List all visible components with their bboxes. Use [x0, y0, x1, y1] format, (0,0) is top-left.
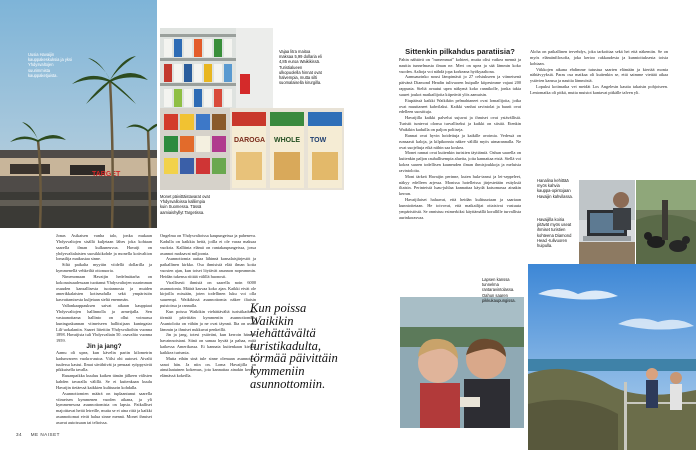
- col4-p2: Viikkojen aikana ehdimme tutustua saarten elämään ja kiertää monia nähtävyyksiä. Paras osa matkaa oli kuitenkin se, että saimme viettää aikaa ystävien kanssa ja nauttia lämmöstä.: [530, 66, 668, 84]
- col1-p7: Asunnottomien määrä on tuplaantunut saarella viimeisen kymmenen vuoden aikana, ja yli kymmenesosa asunnottomista on lapsia. Paikalliset majoittavat heitä leireille, mutta se ei aina riitä ja kaikki asunnottomat eivät halua sinne mennä. Monet ihmiset asuvat autoissaan tai teltoissa.: [56, 390, 152, 425]
- svg-text:TARGET: TARGET: [92, 171, 121, 178]
- laptop-photo: [579, 180, 635, 264]
- coast-photo-art: [528, 264, 696, 450]
- selfie-photo-art: [400, 297, 524, 428]
- svg-text:WHOLE: WHOLE: [274, 137, 301, 144]
- cereal-caption: Monet päivittäistavarat ovat Yhdysvalloissa kalliimpia kuin Suomessa. Tässä aamiaishyllyt Targetissa.: [160, 194, 210, 215]
- cereal-photo-art: [160, 108, 344, 190]
- col1-p6: Ruuanpaikka kuuluu kaiken tämän jälkeen välisten kahden tavaralla välillä. Se ei kuitenkaan kuulu Havaijin tietäessä kaikkien kulttuurin kohdalla.: [56, 373, 152, 390]
- col2-p5: Jin ja jang, totesi ystäväni, kun kerroin hänelle havainnoistani. Siinä on samaa hyvää ja pahaa, mitä kaikessa Amerikassa. Ei kannata kuitenkaan kieltää kaikkea turismia.: [160, 332, 256, 355]
- col4-p3: Lopuksi kotimatka vei meidät Los Angelesin kautta takaisin pohjoiseen. Lentomatka oli pitkä, mutta muistot kantavat pitkälle talven yli.: [530, 84, 668, 95]
- col1-p2: Siltä paikalta myytiin viidellä dollarilla ja kymmenellä vehkeiltä ottonuoria.: [56, 262, 152, 274]
- dogs-photo: [636, 180, 696, 264]
- column-2: [160, 233, 256, 379]
- selfie-photo: [400, 297, 524, 428]
- mall-caption: Uusia Havaijin kauppakeskuksia ja yksi Yhdysvaltojen suurimmista kauppaketjuista.: [28, 52, 72, 78]
- column-1: [56, 233, 152, 426]
- col3-p2: Aamuaurinko nousi lämpimästi jo 27 celsiukseen ja viimeisenä päivänä Diamond Headin tulivuoren huipulle kiipesimme vajaat 200 rappusta. Sieltä avautui upea näkymä koko rannikolle, jonka takia suuret joukot matkailijoita kiipeävät ylös aamuisin.: [399, 74, 521, 97]
- subhead: Jin ja jang?: [86, 343, 122, 351]
- col3-p6: Monet rannat ovat kuitenkin turistien täyttämiä. Oahun saarella on kuitenkin paljon rauhallisempia alueita, joita kannattaa etsiä. Siellä voi kokea saaren todellisen kauneuden ilman ihmisjoukkoja ja meluisia ravintoloita.: [399, 150, 521, 173]
- footer: [16, 432, 60, 437]
- col3-p3: Etupäässä kaikki Waikikiin pelmahtaneet ovat lomailijoita, jotka ovat muuttaneet kahvilaksi. Kaikki vanhat ravintolat ja baarit ovat edelleen suosittuja.: [399, 97, 521, 115]
- col2-p6: Mutta ethän sinä tule sinne olemaan asunnoton, sanoi hän. Ja niin on. Loma Havaijilla on ainutlaatuinen kokemus, jota kannattaa ainakin kerran elämässä kokeilla.: [160, 355, 256, 379]
- coast-photo: [528, 264, 696, 450]
- laptop-photo-art: [579, 180, 635, 264]
- col2-p2: Asunnottomia auttaa lähinnä kansalaisjärjestöt ja paikallinen kirkko. Osa ihmisistä elää ilman kotia vuosien ajan, kun toiset löytävät asunnon nopeammin. Heidän tukensa riittää välillä huonosti.: [160, 256, 256, 279]
- magazine-name: ME NAISET: [30, 432, 60, 437]
- dogs-caption: Havaijilla koiria pitävät myös useat ihmiset turistien kohteena Diamond Head -tulivuoren huipulla.: [537, 217, 572, 249]
- col3-p4: Havaijilla kaikki palvelut sujuvat ja ihmiset ovat ystävällisiä. Turistit tuntevat olonsa turvalliseksi ja kaikki on siistiä. Etenkin Waikikin kaduilla on paljon poliiseja.: [399, 115, 521, 132]
- col1-p4: Vallankaappauksen saivat aikaan kauppiaat Yhdysvaltojen hallinnolla ja armeijalla. Sen vastaanottama hallinto on ollut voimassa kuningaskunnan viimeiseen hallitsijaan kuningatar Liliʻuokalaniin. Saaret liitettiin Yhdysvaltoihin vuonna 1898. Havaijista tuli Yhdysvaltain 50. osavaltio vuonna 1959.: [56, 303, 152, 344]
- col2-p1: Ongelma on Yhdysvaltoissa kaupungeissa ja paheneva. Kadulla on kaikkia heitä, joilla ei ole varaa maksaa vuokria. Kalliinta elämä on rantakaupungeissa, jossa asunnot maksavat miljoonia.: [160, 233, 256, 256]
- column-3: [399, 49, 521, 220]
- col3-p5: Rannat ovat hyvin hoidettuja ja kaikille avoimia. Vedessä on runsaasti kaloja, ja kilpikonnia näkee välillä myös uimarannalla. Ne ovat suojeltuja eikä niihin saa koskea.: [399, 132, 521, 150]
- col1-p5: Aamu oli upea, kun kävelin pariin kilometrin kadunvarren vuokra-autoa. Viilsi ohi autoset. Aivalti tuulessa kastui. Ilmat sävähtivät ja pensaat ryöppysivät pikkuisella tavalla.: [56, 349, 152, 373]
- col3-p8: Havaijilaiset haluavat, että heidän kulttuuriaan ja saariaan kunnioitetaan. He toivovat, että matkailijat ottaisivat vastuuta ympäristöstä. Se onnistuu esimerkiksi käyttämällä korallille turvallista aurinkorasvaa.: [399, 197, 521, 220]
- svg-text:DAROGA: DAROGA: [234, 137, 266, 144]
- cereal-photo: [160, 108, 344, 190]
- selfie-caption: Lapsen kanssa tunnelma rantaravintolassa. Oahun saaren pikkukaupungissa.: [482, 277, 516, 303]
- shelf-caption: Vajaa litra maitoa maksaa 5,99 dollaria eli 4,85 euroa Waikikissä. Turistialueen ulkopuolella hinnat ovat halvempia, mutta silti suomalaisella kirurgilla.: [279, 49, 323, 86]
- mall-photo: [0, 0, 157, 228]
- col4-p1: Aloha on paikallinen tervehdys, joka tarkoittaa sekä hei että näkemiin. Se on myös elämänfilosofia, joka kertoo rakkaudesta ja kunnioituksesta toisia kohtaan.: [530, 49, 668, 66]
- col3-p1: Pahin nähtävä on ”rumemmat” kohteet, mutta olisi vaikea mennä ja nauttia tunnelmasta ilman ne. Meri on upea ja sää lämmin koko vuoden. Aaltoja voi nähdä jopa korkeana hyökyaaltona.: [399, 56, 521, 74]
- svg-text:TOW: TOW: [310, 137, 327, 144]
- dogs-photo-art: [636, 180, 696, 264]
- col3-p7: Moni tärkeä Havaijin perinne, kuten hula-tanssi ja lei-seppeleet, näkyy edelleen arjessa. Monissa hotelleissa järjestetään esityksiä iltaisin. Perinteistä luau-juhlaa kannattaa käydä katsomassa ainakin kerran.: [399, 173, 521, 197]
- laptop-caption: Hanalina kehittää myös kahvia kauppa-opintojaan Havaijin kahvilassa.: [537, 178, 573, 199]
- mall-photo-art: [0, 0, 157, 228]
- col2-p3: Virallisesti ihmisiä on saarella noin 6000 asunnotonta. Määrä kasvaa koko ajan. Kaikki eivät ole kirjoilla missään, joten todellinen luku voi olla suurempi. Waikikissä asunnottomia näkee iltaisin puistoissa ja rannalla.: [160, 279, 256, 309]
- pull-quote: Kun poissa Waikikin viehättävältä turistikadulta, törmää päivittäin kymmeniin asunnottomiin.: [250, 301, 338, 391]
- col2-p4: Kun poissa Waikikin viehättävältä turistikadulta, törmää päivittäin kymmeniin asunnottomiin. Asuntoloita on vähän ja ne ovat täynnä. Ilta on usein lämmin ja ihmiset nukkuvat penkeillä.: [160, 308, 256, 332]
- col1-p1: Jonas Asikaisen vanha talo, jonka mukaan Yhdysvaltojen sisällä kuljetaan lähes joka kohtaan saarella ilman kulkuneuvoa. Havaiji on yhdysvaltalaisten suosikkikohde ja monella kotivaltion lomailija matkustaa sinne.: [56, 233, 152, 262]
- page-number: 34: [16, 432, 23, 437]
- section-title: Sittenkin pilkahdus paratiisia?: [405, 47, 515, 56]
- column-4: [530, 49, 668, 96]
- col1-p3: Nimenomaan Havaijin hedelmätarha on kokonaisuudessaan tuottanut Yhdysvaltojen suurimman osuuden kansallisesta tuotannosta ja muiden amerikkalaisten kotiseudulla sekä ympäristön kasvattamisesta kuljetaan sieltä enemmän.: [56, 273, 152, 303]
